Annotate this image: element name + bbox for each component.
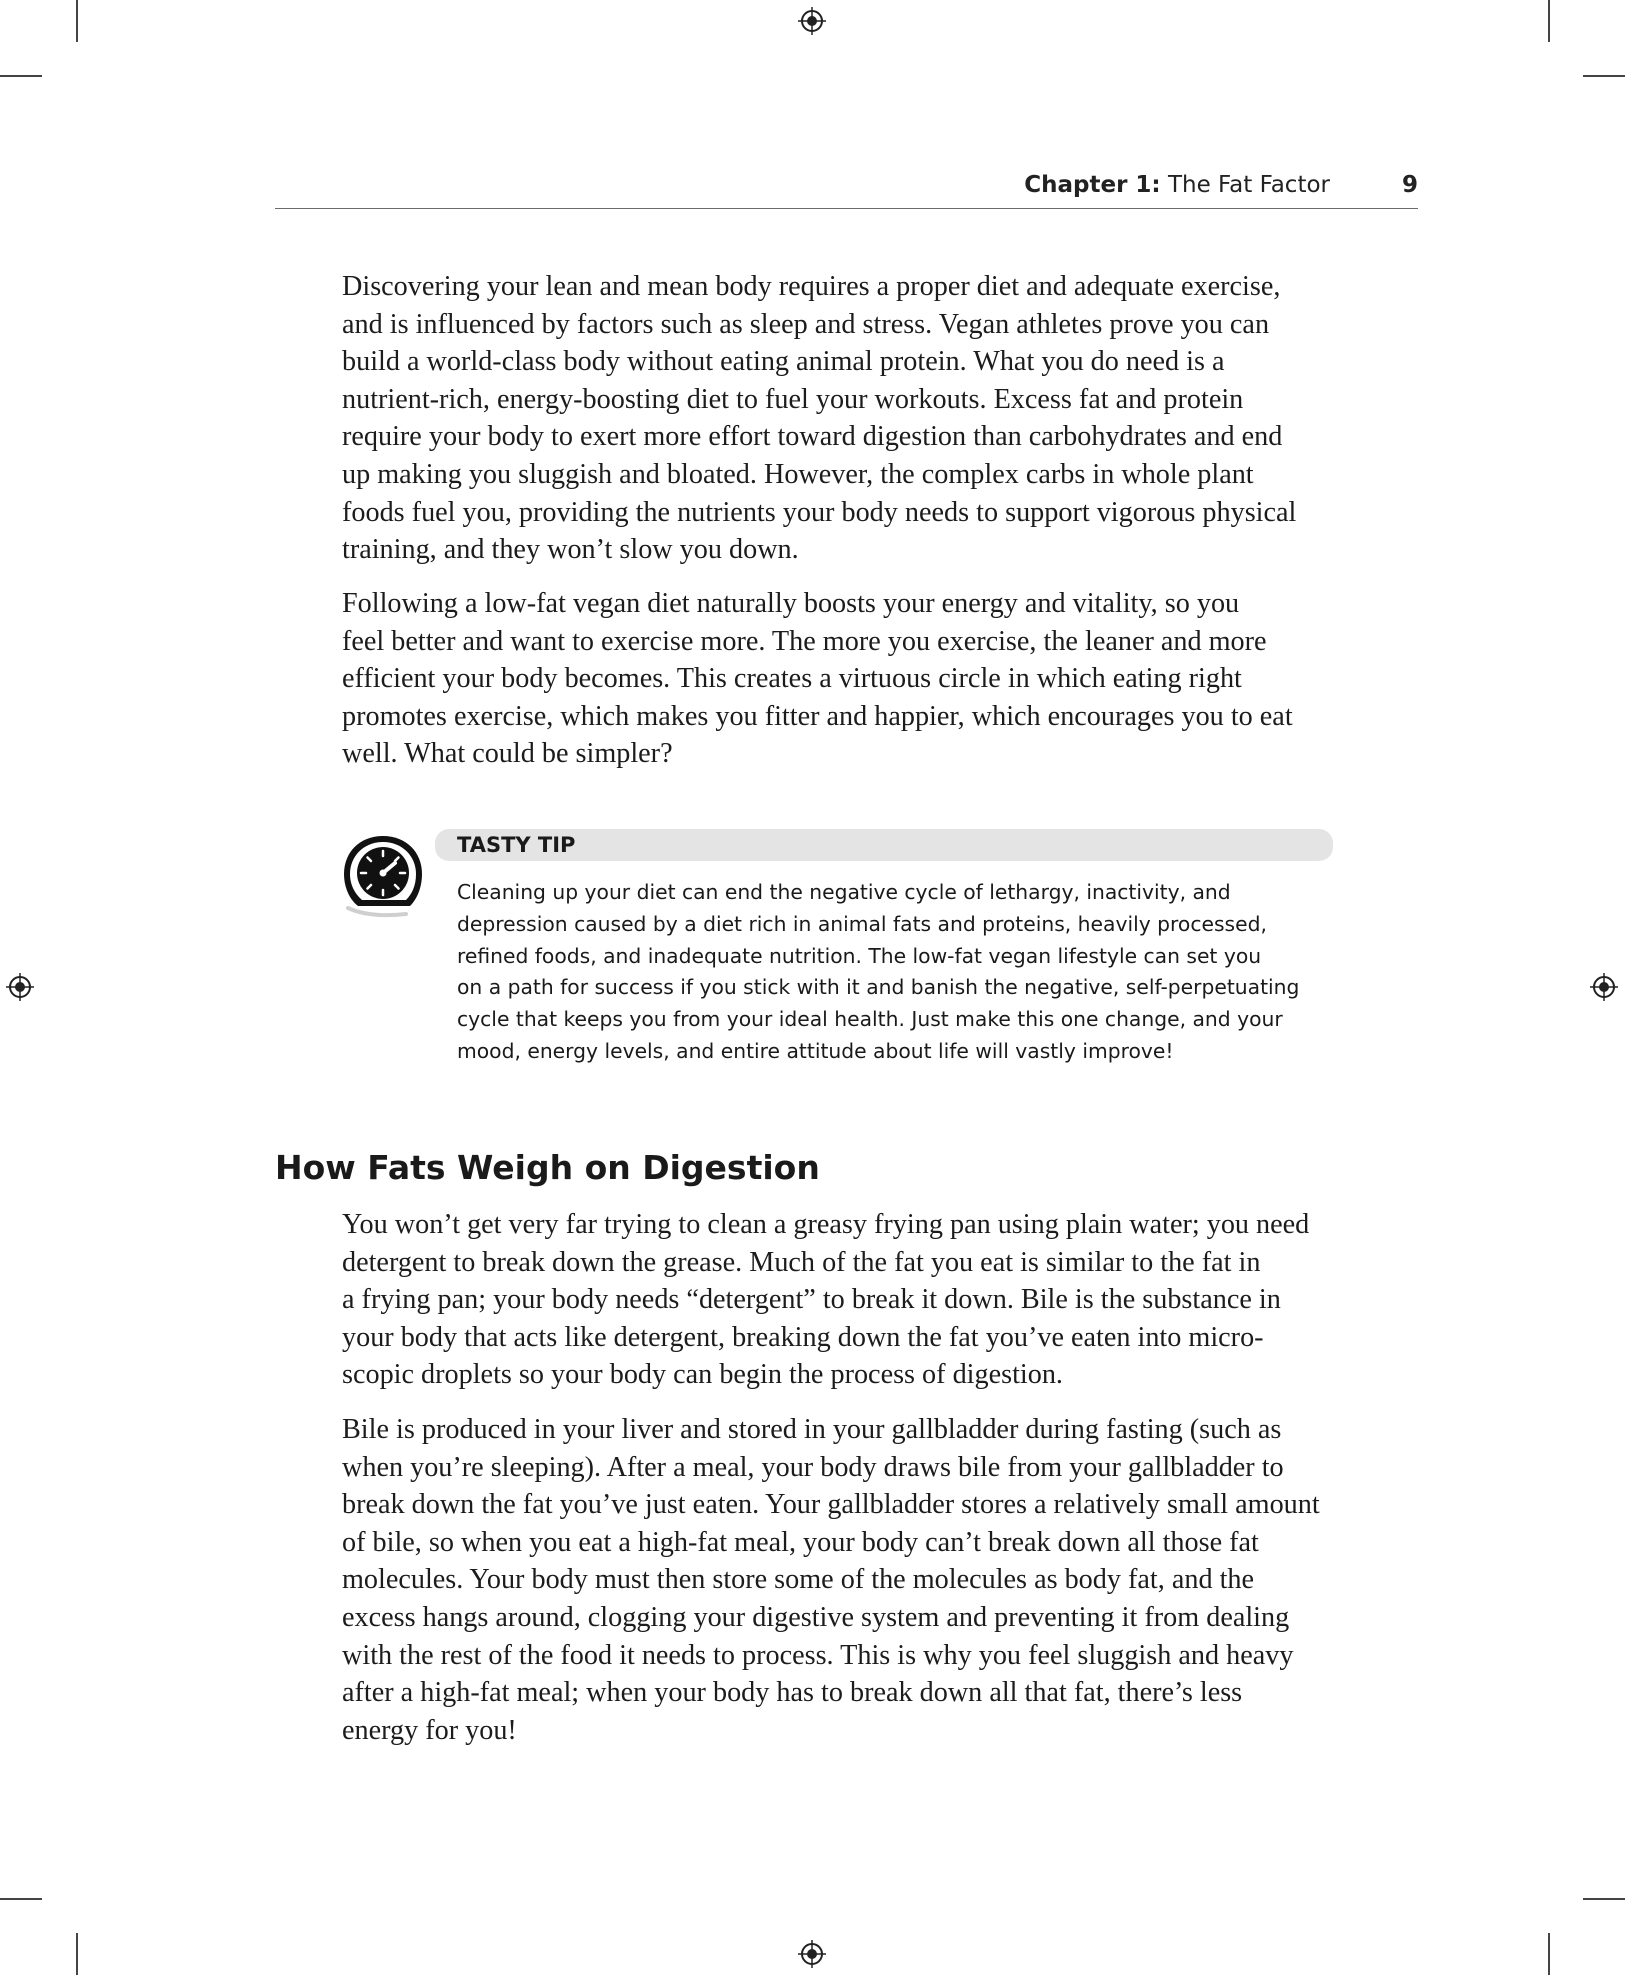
tip-text: Cleaning up your diet can end the negative cycle of lethargy, inactivity, and depression caused by a diet rich in animal fats and proteins, heavily processed, refined foods, and inadequate nutrition. The low-fat vegan lifestyle can set you on a path for success if you stick with it and banish the negative, self-perpetuating cycle that keeps you from your ideal health. Just make this one change, and your mood, energy levels, and entire attitude about life will vastly improve! [457, 880, 1300, 1063]
tip-label: TASTY TIP [457, 833, 576, 857]
stopwatch-icon [340, 830, 426, 920]
paragraph: You won’t get very far trying to clean a greasy frying pan using plain water; you need detergent to break down the grease. Much of the fat you eat is similar to the fat in a frying pan; your body needs “detergent” to break it down. Bile is the substance in your body that acts like detergent, breaking down the fat you’ve eaten into micro- scopic droplets so your body can begin the process of digestion. [342, 1209, 1310, 1391]
paragraph: Following a low-fat vegan diet naturally boosts your energy and vitality, so you feel better and want to exercise more. The more you exercise, the leaner and more efficient your body becomes. This creates a virtuous circle in which eating right promotes exercise, which makes you fitter and happier, which encourages you to eat well. What could be simpler? [342, 588, 1293, 770]
crop-mark-bottom-right-vertical [1548, 1933, 1550, 1975]
registration-mark-icon [5, 972, 35, 1002]
registration-mark-icon [1589, 972, 1619, 1002]
crop-mark-top-left-horizontal [0, 75, 42, 77]
crop-mark-top-right-horizontal [1583, 75, 1625, 77]
paragraph: Discovering your lean and mean body requires a proper diet and adequate exercise, and is influenced by factors such as sleep and stress. Vegan athletes prove you can build a world-class body without eating animal protein. What you do need is a nutrient-rich, energy-boosting diet to fuel your workouts. Excess fat and protein require your body to exert more effort toward digestion than carbohydrates and end up making you sluggish and bloated. However, the complex carbs in whole plant foods fuel you, providing the nutrients your body needs to support vigorous physical training, and they won’t slow you down. [342, 271, 1297, 566]
running-header [275, 168, 1418, 209]
crop-mark-bottom-left-vertical [76, 1933, 78, 1975]
crop-mark-bottom-right-horizontal [1583, 1898, 1625, 1900]
crop-mark-top-left-vertical [76, 0, 78, 42]
crop-mark-bottom-left-horizontal [0, 1898, 42, 1900]
section-heading: How Fats Weigh on Digestion [275, 1148, 820, 1187]
page-number: 9 [1401, 172, 1418, 198]
crop-mark-top-right-vertical [1548, 0, 1550, 42]
paragraph: Bile is produced in your liver and stored in your gallbladder during fasting (such as when you’re sleeping). After a meal, your body draws bile from your gallbladder to break down the fat you’ve just eaten. Your gallbladder stores a relatively small amount of bile, so when you eat a high-fat meal, your body can’t break down all those fat molecules. Your body must then store some of the molecules as body fat, and the excess hangs around, clogging your digestive system and preventing it from dealing with the rest of the food it needs to process. This is why you feel sluggish and heavy after a high-fat meal; when your body has to break down all that fat, there’s less energy for you! [342, 1414, 1320, 1746]
registration-mark-icon [797, 1939, 827, 1969]
chapter-title: Chapter 1: The Fat Factor [1024, 172, 1330, 198]
registration-mark-icon [797, 6, 827, 36]
